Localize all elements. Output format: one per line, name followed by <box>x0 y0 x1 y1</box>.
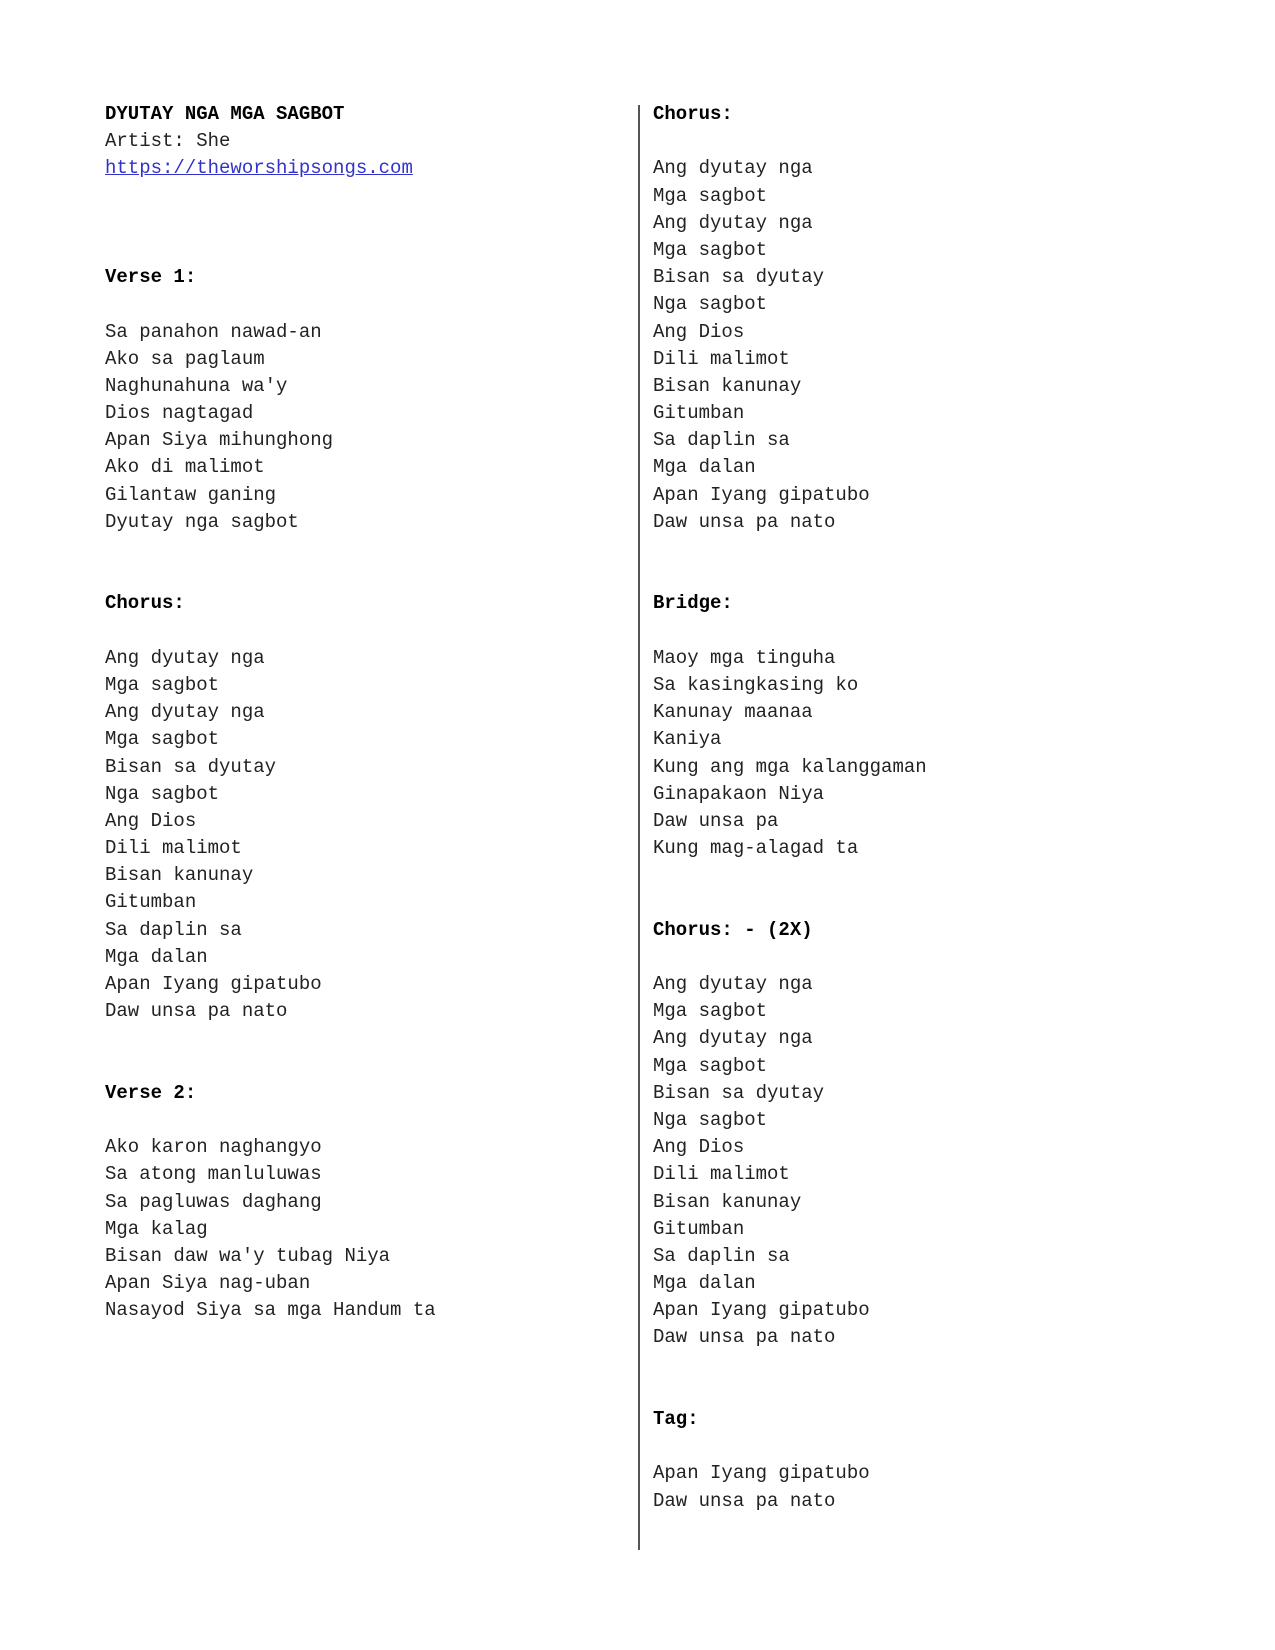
lyric-line: Mga dalan <box>653 456 756 479</box>
lyric-line: Daw unsa pa <box>653 809 779 832</box>
lyric-line: Gitumban <box>653 402 745 425</box>
lyric-line: Sa daplin sa <box>105 918 242 941</box>
lyric-line: Ang dyutay nga <box>105 646 265 669</box>
lyric-line: Mga sagbot <box>105 673 220 696</box>
lyric-line: Daw unsa pa nato <box>653 510 836 533</box>
section-chorus-2x <box>653 917 1213 1352</box>
lyric-line: Bisan sa dyutay <box>653 266 825 289</box>
lyric-line: Apan Iyang gipatubo <box>653 483 870 506</box>
lyric-line: Ang dyutay nga <box>653 211 813 234</box>
lyric-line: Daw unsa pa nato <box>105 1000 288 1023</box>
lyric-line: Mga dalan <box>105 945 208 968</box>
lyric-line: Nasayod Siya sa mga Handum ta <box>105 1299 436 1322</box>
lyric-line: Daw unsa pa nato <box>653 1326 836 1349</box>
lyric-line: Ako sa paglaum <box>105 347 265 370</box>
lyric-line: Gilantaw ganing <box>105 483 277 506</box>
lyric-line: Dyutay nga sagbot <box>105 510 299 533</box>
lyric-line: Dili malimot <box>105 837 242 860</box>
source-link[interactable]: https://theworshipsongs.com <box>105 157 413 180</box>
lyric-line: Apan Iyang gipatubo <box>105 973 322 996</box>
section-heading: Tag: <box>653 1408 699 1431</box>
lyric-line: Kaniya <box>653 728 722 751</box>
lyric-line: Apan Iyang gipatubo <box>653 1299 870 1322</box>
section-chorus <box>105 590 625 1025</box>
lyric-line: Kung ang mga kalanggaman <box>653 755 927 778</box>
lyric-line: Kanunay maanaa <box>653 701 813 724</box>
lyric-line: Mga sagbot <box>653 1000 768 1023</box>
section-heading: Chorus: <box>105 592 185 615</box>
lyric-line: Dios nagtagad <box>105 402 254 425</box>
section-verse-1 <box>105 264 625 536</box>
section-heading: Verse 2: <box>105 1081 197 1104</box>
section-heading: Verse 1: <box>105 266 197 289</box>
lyric-line: Nga sagbot <box>105 782 220 805</box>
lyric-line: Bisan daw wa'y tubag Niya <box>105 1244 391 1267</box>
lyric-line: Dili malimot <box>653 1163 790 1186</box>
lyric-line: Ang Dios <box>653 320 745 343</box>
lyric-line: Sa atong manluluwas <box>105 1163 322 1186</box>
lyric-line: Ako di malimot <box>105 456 265 479</box>
section-heading: Bridge: <box>653 592 733 615</box>
lyric-line: Ginapakaon Niya <box>653 782 825 805</box>
lyric-line: Mga sagbot <box>653 1054 768 1077</box>
lyric-line: Sa daplin sa <box>653 1244 790 1267</box>
lyric-line: Mga sagbot <box>653 238 768 261</box>
lyric-line: Apan Siya nag-uban <box>105 1272 311 1295</box>
song-title: DYUTAY NGA MGA SAGBOT <box>105 103 345 125</box>
left-sections <box>105 264 625 1324</box>
lyric-line: Kung mag-alagad ta <box>653 837 859 860</box>
lyric-line: Bisan sa dyutay <box>653 1081 825 1104</box>
lyric-line: Daw unsa pa nato <box>653 1489 836 1512</box>
lyric-line: Apan Iyang gipatubo <box>653 1462 870 1485</box>
column-divider <box>638 105 640 1550</box>
lyric-line: Ang Dios <box>653 1136 745 1159</box>
section-tag <box>653 1406 1213 1515</box>
lyric-line: Ang dyutay nga <box>653 157 813 180</box>
lyric-line: Sa panahon nawad-an <box>105 320 322 343</box>
lyric-line: Ang dyutay nga <box>653 973 813 996</box>
lyric-line: Nga sagbot <box>653 1108 768 1131</box>
lyric-line: Mga dalan <box>653 1272 756 1295</box>
section-bridge <box>653 590 1213 862</box>
artist-line: Artist: She <box>105 130 231 153</box>
lyric-line: Ang dyutay nga <box>653 1027 813 1050</box>
section-verse-2 <box>105 1080 625 1325</box>
lyric-line: Bisan kanunay <box>653 1190 802 1213</box>
lyric-line: Mga sagbot <box>653 184 768 207</box>
lyric-line: Naghunahuna wa'y <box>105 374 288 397</box>
lyric-line: Bisan kanunay <box>105 864 254 887</box>
left-column <box>105 101 625 1325</box>
lyric-line: Gitumban <box>653 1217 745 1240</box>
lyric-line: Sa pagluwas daghang <box>105 1190 322 1213</box>
lyric-line: Gitumban <box>105 891 197 914</box>
lyric-line: Maoy mga tinguha <box>653 646 836 669</box>
section-heading: Chorus: <box>653 103 733 125</box>
section-chorus <box>653 101 1213 536</box>
right-sections <box>653 101 1213 1515</box>
lyric-line: Mga sagbot <box>105 728 220 751</box>
lyric-line: Nga sagbot <box>653 293 768 316</box>
lyric-line: Ako karon naghangyo <box>105 1136 322 1159</box>
section-heading: Chorus: - (2X) <box>653 918 813 941</box>
lyric-line: Sa kasingkasing ko <box>653 673 859 696</box>
lyric-line: Sa daplin sa <box>653 429 790 452</box>
lyric-line: Mga kalag <box>105 1217 208 1240</box>
right-column <box>653 101 1213 1515</box>
lyric-line: Bisan kanunay <box>653 374 802 397</box>
lyric-line: Bisan sa dyutay <box>105 755 277 778</box>
lyric-line: Ang dyutay nga <box>105 701 265 724</box>
lyric-line: Ang Dios <box>105 809 197 832</box>
lyric-line: Apan Siya mihunghong <box>105 429 334 452</box>
lyric-line: Dili malimot <box>653 347 790 370</box>
